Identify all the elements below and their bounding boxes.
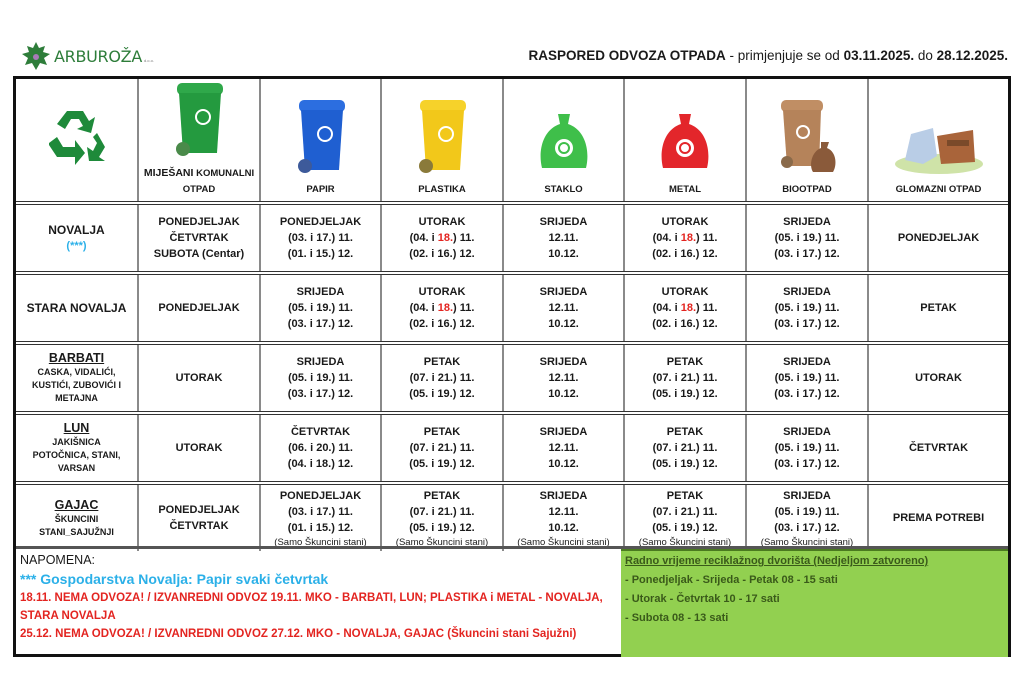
label-bulky-waste: GLOMAZNI OTPAD xyxy=(895,184,982,195)
green-bin-icon xyxy=(167,79,231,159)
oak-leaf-icon xyxy=(20,40,52,72)
recycle-icon xyxy=(39,107,115,167)
mixed-waste-cell: PONEDJELJAK ČETVRTAK xyxy=(138,483,260,551)
notes-exception-1: 18.11. NEMA ODVOZA! / IZVANREDNI ODVOZ 19.11. MKO - BARBATI, LUN; PLASTIKA i METAL - NOVALJA, STARA NOVALJA xyxy=(20,592,603,622)
cancelled-date: 18. xyxy=(437,302,453,314)
cancelled-date: 18. xyxy=(680,302,696,314)
table-row-stara-novalja xyxy=(16,273,1008,343)
date-from: 03.11.2025. xyxy=(843,48,915,63)
biowaste-cell: SRIJEDA (05. i 19.) 11. (03. i 17.) 12. (Samo Škuncini stani) xyxy=(746,483,868,551)
recycling-yard-hours xyxy=(621,549,1008,657)
plastic-cell: UTORAK (04. i 18.) 11. (02. i 16.) 12. xyxy=(381,273,503,343)
notes-exception-2: 25.12. NEMA ODVOZA! / IZVANREDNI ODVOZ 27.12. MKO - NOVALJA, GAJAC (Škuncini stani Sajužni) xyxy=(20,628,577,640)
plastic-cell: UTORAK (04. i 18.) 11. (02. i 16.) 12. xyxy=(381,203,503,273)
bulky-waste-cell: UTORAK xyxy=(868,343,1008,413)
glass-cell: SRIJEDA 12.11. 10.12. xyxy=(503,343,624,413)
hours-line: - Ponedjeljak - Srijeda - Petak 08 - 15 sati xyxy=(625,574,838,586)
table-row-lun xyxy=(16,413,1008,483)
recycling-yard-title: Radno vrijeme reciklažnog dvorišta (Nedjeljom zatvoreno) xyxy=(625,555,929,567)
paper-cell: SRIJEDA (05. i 19.) 11. (03. i 17.) 12. xyxy=(260,343,381,413)
company-logo xyxy=(20,40,154,72)
biowaste-cell: SRIJEDA (05. i 19.) 11. (03. i 17.) 12. xyxy=(746,413,868,483)
notes-farms-line: *** Gospodarstva Novalja: Papir svaki četvrtak xyxy=(20,571,329,587)
paper-cell: ČETVRTAK (06. i 20.) 11. (04. i 18.) 12. xyxy=(260,413,381,483)
mixed-waste-cell: UTORAK xyxy=(138,413,260,483)
logo-text: ARBUROŽA xyxy=(54,46,142,66)
title-to: do xyxy=(914,48,937,63)
place-note: (***) xyxy=(66,240,87,252)
glass-cell: SRIJEDA 12.11. 10.12. xyxy=(503,203,624,273)
biowaste-cell: SRIJEDA (05. i 19.) 11. (03. i 17.) 12. xyxy=(746,343,868,413)
logo-suffix: d.o.o. xyxy=(143,57,154,63)
notes-section xyxy=(16,546,1008,657)
metal-cell: UTORAK (04. i 18.) 11. (02. i 16.) 12. xyxy=(624,203,746,273)
bulky-waste-cell: PREMA POTREBI xyxy=(868,483,1008,551)
header-mixed-waste xyxy=(138,79,260,203)
date-to: 28.12.2025. xyxy=(936,48,1008,63)
metal-cell: PETAK (07. i 21.) 11. (05. i 19.) 12. xyxy=(624,343,746,413)
hours-line: - Subota 08 - 13 sati xyxy=(625,612,729,624)
mixed-waste-cell: UTORAK xyxy=(138,343,260,413)
header-bulky-waste xyxy=(868,79,1008,203)
metal-cell: PETAK (07. i 21.) 11. (05. i 19.) 12. xyxy=(624,413,746,483)
label-glass: STAKLO xyxy=(544,184,583,195)
notes-heading: NAPOMENA: xyxy=(20,553,96,567)
plastic-cell: PETAK (07. i 21.) 11. (05. i 19.) 12. xyxy=(381,343,503,413)
green-bag-icon xyxy=(534,108,594,176)
title-main: RASPORED ODVOZA OTPADA xyxy=(528,48,726,63)
place-cell: NOVALJA (***) xyxy=(16,203,138,273)
yellow-bin-icon xyxy=(410,96,474,176)
plastic-cell: PETAK (07. i 21.) 11. (05. i 19.) 12. (Samo Škuncini stani) xyxy=(381,483,503,551)
schedule-table xyxy=(16,79,1008,551)
metal-cell: UTORAK (04. i 18.) 11. (02. i 16.) 12. xyxy=(624,273,746,343)
schedule-sheet xyxy=(13,76,1011,657)
header-paper xyxy=(260,79,381,203)
paper-cell: PONEDJELJAK (03. i 17.) 11. (01. i 15.) 12. (Samo Škuncini stani) xyxy=(260,483,381,551)
glass-cell: SRIJEDA 12.11. 10.12. (Samo Škuncini stani) xyxy=(503,483,624,551)
notes-left xyxy=(16,549,621,657)
bulky-waste-cell: PETAK xyxy=(868,273,1008,343)
paper-cell: SRIJEDA (05. i 19.) 11. (03. i 17.) 12. xyxy=(260,273,381,343)
table-row-gajac xyxy=(16,483,1008,551)
header-metal xyxy=(624,79,746,203)
hours-line: - Utorak - Četvrtak 10 - 17 sati xyxy=(625,593,780,605)
table-row-novalja xyxy=(16,203,1008,273)
header-glass xyxy=(503,79,624,203)
title-applies: - primjenjuje se od xyxy=(725,48,844,63)
label-biowaste: BIOOTPAD xyxy=(782,184,832,195)
place-cell: BARBATI CASKA, VIDALIĆI, KUSTIĆI, ZUBOVIĆI I METAJNA xyxy=(16,343,138,413)
bulky-waste-icon xyxy=(889,116,989,176)
bulky-waste-cell: ČETVRTAK xyxy=(868,413,1008,483)
cancelled-date: 18. xyxy=(680,232,696,244)
bulky-waste-cell: PONEDJELJAK xyxy=(868,203,1008,273)
header-recycle xyxy=(16,79,138,203)
blue-bin-icon xyxy=(289,96,353,176)
biowaste-cell: SRIJEDA (05. i 19.) 11. (03. i 17.) 12. xyxy=(746,273,868,343)
label-plastic: PLASTIKA xyxy=(418,184,466,195)
mixed-waste-cell: PONEDJELJAK xyxy=(138,273,260,343)
table-row-barbati xyxy=(16,343,1008,413)
plastic-cell: PETAK (07. i 21.) 11. (05. i 19.) 12. xyxy=(381,413,503,483)
place-cell: GAJAC ŠKUNCINI STANI_SAJUŽNJI xyxy=(16,483,138,551)
label-paper: PAPIR xyxy=(306,184,335,195)
cancelled-date: 18. xyxy=(437,232,453,244)
brown-bin-icon xyxy=(775,96,839,176)
header-row xyxy=(16,79,1008,203)
biowaste-cell: SRIJEDA (05. i 19.) 11. (03. i 17.) 12. xyxy=(746,203,868,273)
mixed-waste-cell: PONEDJELJAK ČETVRTAK SUBOTA (Centar) xyxy=(138,203,260,273)
header-biowaste xyxy=(746,79,868,203)
place-cell: LUN JAKIŠNICA POTOČNICA, STANI, VARSAN xyxy=(16,413,138,483)
header-plastic xyxy=(381,79,503,203)
place-cell: STARA NOVALJA xyxy=(16,273,138,343)
glass-cell: SRIJEDA 12.11. 10.12. xyxy=(503,273,624,343)
document-title xyxy=(528,48,1008,63)
metal-cell: PETAK (07. i 21.) 11. (05. i 19.) 12. (Samo Škuncini stani) xyxy=(624,483,746,551)
red-bag-icon xyxy=(655,108,715,176)
label-mixed-waste: MIJEŠANI KOMUNALNI OTPAD xyxy=(143,167,255,195)
label-metal: METAL xyxy=(668,184,701,195)
paper-cell: PONEDJELJAK (03. i 17.) 11. (01. i 15.) 12. xyxy=(260,203,381,273)
glass-cell: SRIJEDA 12.11. 10.12. xyxy=(503,413,624,483)
